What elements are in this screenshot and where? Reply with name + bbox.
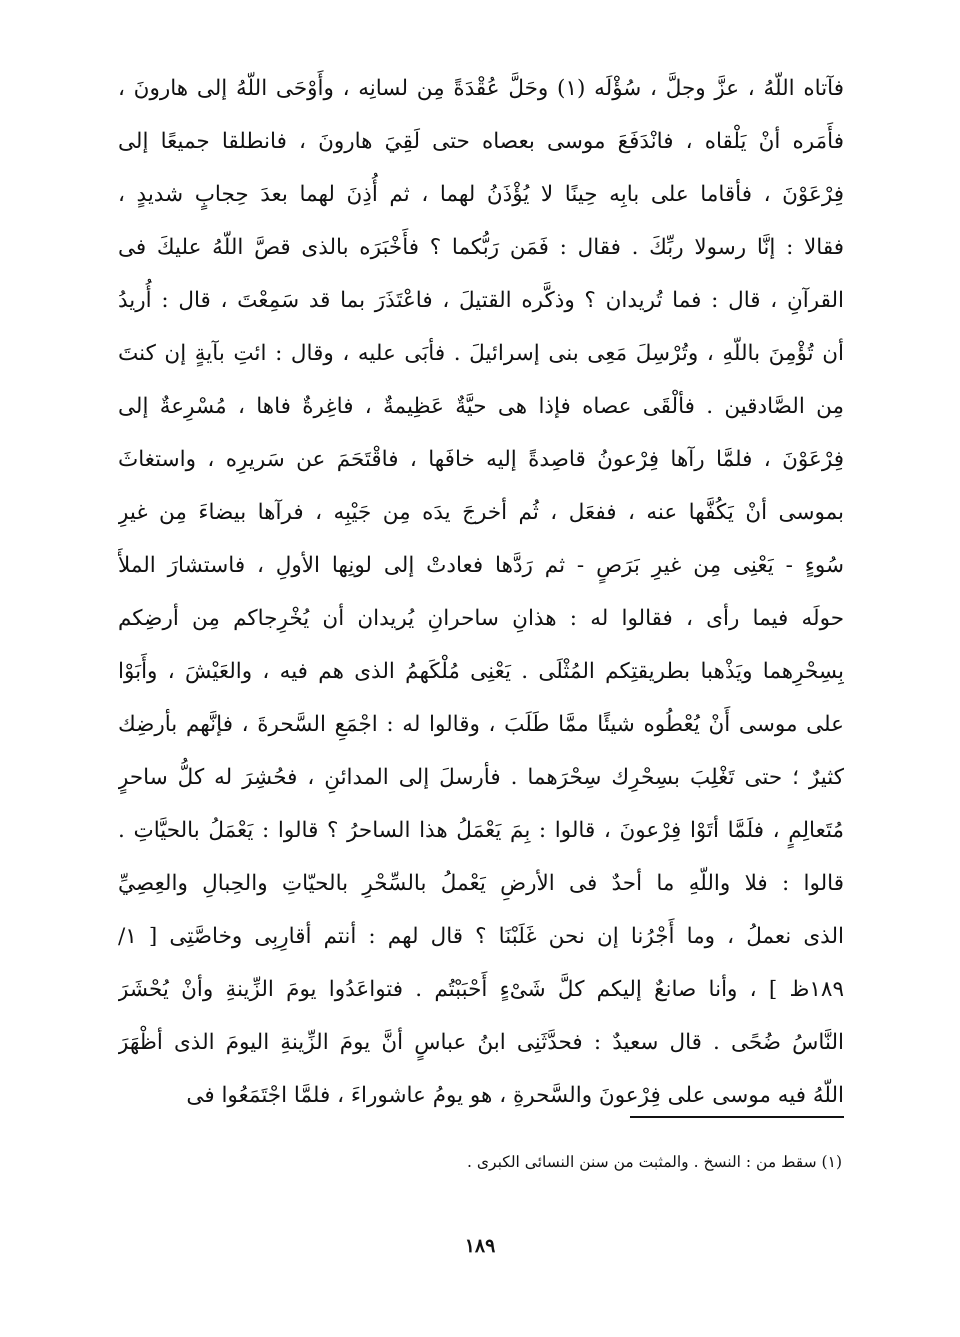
text-line: بِسِحْرِهما ويَذْهبا بطريقتِكم المُثْلَى . يَعْنِى مُلْكَهمُ الذى هم فيه ، والعَيْشَ ، وأَبَوْا: [118, 659, 844, 684]
text-line: بموسى أنْ يَكُفَّها عنه ، ففعَل ، ثُم أخرجَ يدَه مِن جَيْبِه ، فرآها بيضاءَ مِن غيرِ: [118, 500, 844, 525]
text-line: مُتَعالِمٍ ، فلَمَّا أتَوْا فِرْعونَ ، قالوا : بِمَ يَعْمَلُ هذا الساحرُ ؟ قالوا : يَعْمَلُ بالحيَّاتِ .: [118, 818, 844, 843]
text-line: فأَمَره أنْ يَلْقاه ، فانْدَفَعَ موسى بعصاه حتى لَقِيَ هارونَ ، فانطلقا جميعًا إلى: [118, 129, 844, 154]
text-line: حولَه فيما رأى ، فقالوا له : هذانِ ساحرانِ يُريدان أن يُخْرِجاكم مِن أرضِكم: [118, 606, 844, 631]
text-line: قالوا : فلا واللّهِ ما أحدٌ فى الأرضِ يَعْملُ بالسِّحْرِ بالحيّاتِ والحِبالِ والعِصِيِّ: [118, 871, 844, 896]
text-line: الذى نعملُ ، وما أَجْرُنا إن نحن غَلَبْنَا ؟ قال لهم : أنتم أقارِبِى وخاصَّتِى [ ١/: [118, 924, 844, 949]
text-line: اللّهُ فيه موسى على فِرْعونَ والسَّحرةِ ، هو يومُ عاشوراءَ ، فلمَّا اجْتَمَعُوا فى: [186, 1083, 844, 1108]
page-number: ١٨٩: [464, 1235, 496, 1257]
text-line: النَّاسُ ضُحًى . قال سعيدٌ : فحدَّثَنِى ابنُ عباسٍ أنَّ يومَ الزِّينةِ اليومَ الذى أظْهَرَ: [118, 1030, 844, 1055]
text-line: ١٨٩ظ ] ، وأنا صانعٌ إليكم كلَّ شَىْءٍ أَحْبَبْتُم . فتواعَدُوا يومَ الزِّينةِ وأنْ يُحْشَرَ: [118, 977, 844, 1002]
text-line: فآتاه اللّهُ ، عزَّ وجلَّ ، سُؤْلَه (١) وحَلَّ عُقْدَةً مِن لسانِه ، وأَوْحَى اللّهُ إلى هارونَ ،: [118, 76, 844, 101]
text-line: أن تُؤْمِنَ باللّهِ ، وتُرْسِلَ مَعِى بنى إسرائيلَ . فأبَى عليه ، وقال : ائتِ بآيةٍ إن كنتَ: [118, 341, 844, 366]
footnote: (١) سقط من : النسخ . والمثبت من سنن النسائى الكبرى .: [467, 1153, 842, 1171]
text-line: سُوءٍ - يَعْنِى مِن غيرِ بَرَصٍ - ثم رَدَّها فعادتْ إلى لونِها الأولِ ، فاستشارَ الملأَ: [118, 553, 844, 578]
text-line: فِرْعَوْنَ ، فلمَّا رآها فِرْعونُ قاصِدةً إليه خافَها ، فاقْتَحَمَ عن سَريرِه ، واستغاثَ: [118, 447, 844, 472]
text-line: فقالا : إنَّا رسولا ربِّكَ . فقال : فَمَن رَبُّكما ؟ فأَخْبَرَه بالذى قصَّ اللّهُ عليكَ فى: [118, 235, 844, 260]
text-line: مِن الصَّادقين . فألْقَى عصاه فإذا هى حيَّةٌ عَظِيمةٌ ، فاغِرةٌ فاها ، مُسْرِعةٌ إلى: [118, 394, 844, 419]
text-line: القرآنِ ، قال : فما تُريدان ؟ وذكَّره القتيلَ ، فاعْتَذَرَ بما قد سَمِعْتَ ، قال : أُريدُ: [118, 288, 844, 313]
main-text-block: [118, 62, 844, 1122]
text-line: فِرْعَوْنَ ، فأقاما على بابِه حِينًا لا يُؤْذَنُ لهما ، ثم أُذِنَ لهما بعدَ حِجابٍ شديدٍ ،: [118, 182, 844, 207]
text-line: على موسى أَنْ يُعْطُوه شيئًا ممَّا طَلَبَ ، وقالوا له : اجْمَعِ السَّحرةَ ، فإنَّهم بأرضِك: [118, 712, 844, 737]
text-line: كثيرٌ ؛ حتى تَغْلِبَ بسِحْرِك سِحْرَهما . فأرسلَ إلى المدائنِ ، فحُشِرَ له كلُّ ساحرٍ: [118, 765, 844, 790]
footnote-separator: [630, 1116, 844, 1118]
